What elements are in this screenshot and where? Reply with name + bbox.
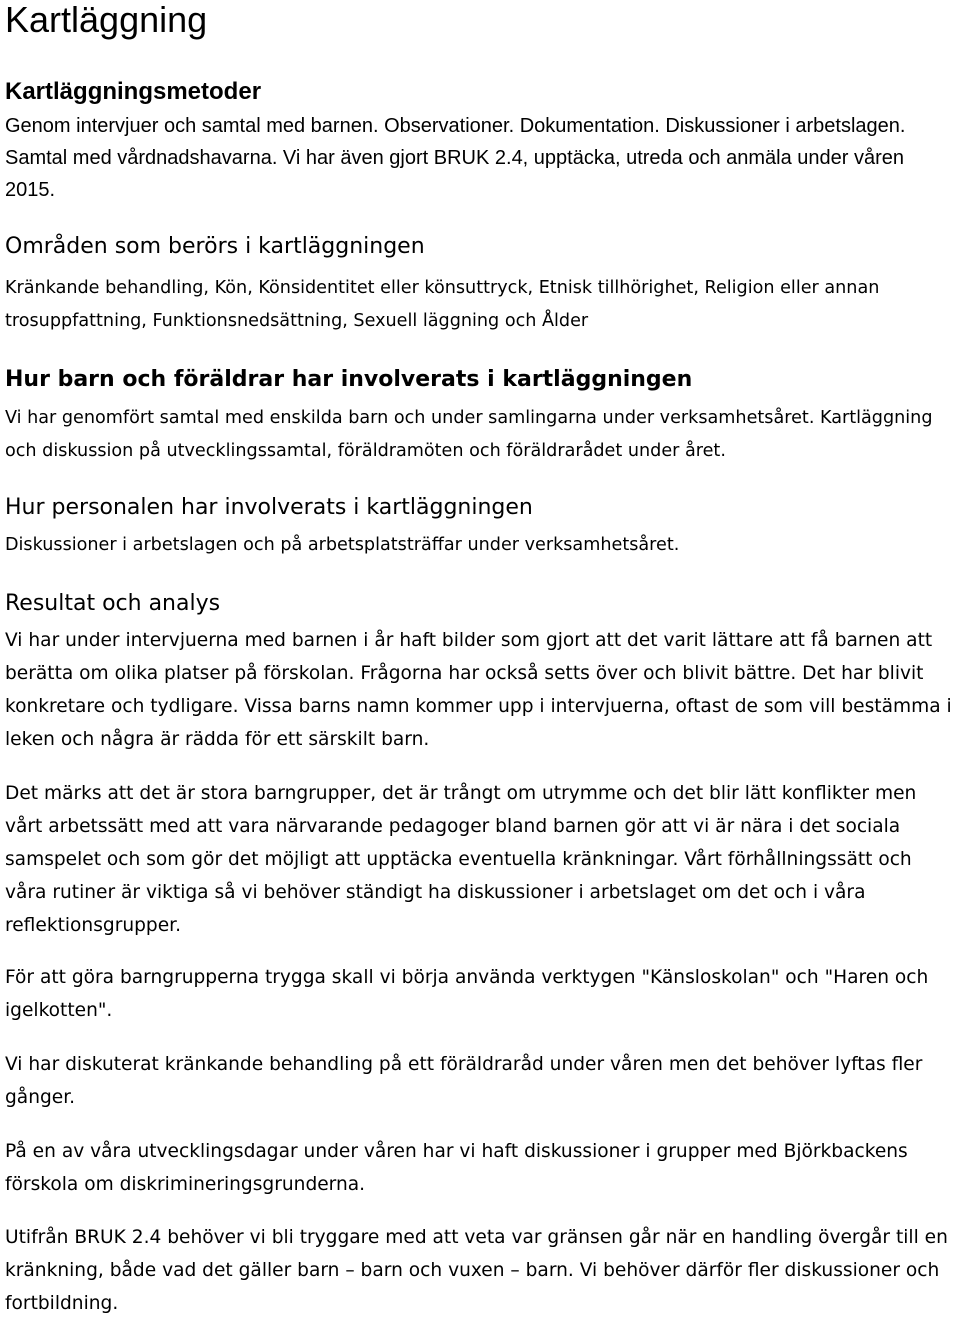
section-paragraph: Diskussioner i arbetslagen och på arbetsplatsträffar under verksamhetsåret. xyxy=(5,535,680,555)
section-heading: Områden som berörs i kartläggningen xyxy=(5,234,425,259)
section-paragraph: Det märks att det är stora barngrupper, det är trångt om utrymme och det blir lätt konflikter men vårt arbetssätt med att vara närvarande pedagoger bland barnen gör att vi är nära i det sociala samspelet och som gör det möjligt att upptäcka eventuella kränkningar. Vårt förhållningssätt och våra rutiner är viktiga så vi behöver ständigt ha diskussioner i arbetslaget om det och i våra reflektionsgrupper. xyxy=(5,783,917,936)
section-heading: Hur barn och föräldrar har involverats i kartläggningen xyxy=(5,367,693,392)
section-heading: Hur personalen har involverats i kartläggningen xyxy=(5,495,533,520)
section-paragraph: Kränkande behandling, Kön, Könsidentitet eller könsuttryck, Etnisk tillhörighet, Religion eller annan trosuppfattning, Funktionsnedsättning, Sexuell läggning och Ålder xyxy=(5,278,880,331)
section-paragraph: Vi har genomfört samtal med enskilda barn och under samlingarna under verksamhetsåret. Kartläggning och diskussion på utvecklingssamtal, föräldramöten och föräldrarådet under året. xyxy=(5,408,933,461)
section-kartlaggningsmetoder xyxy=(5,78,955,206)
section-paragraph: Genom intervjuer och samtal med barnen. Observationer. Dokumentation. Diskussioner i arbetslagen. Samtal med vårdnadshavarna. Vi har även gjort BRUK 2.4, upptäcka, utreda och anmäla under våren 2015. xyxy=(5,115,906,201)
document-page xyxy=(5,0,955,1314)
section-heading: Kartläggningsmetoder xyxy=(5,78,262,105)
document-title: Kartläggning xyxy=(5,0,208,40)
section-paragraph: Utifrån BRUK 2.4 behöver vi bli tryggare med att veta var gränsen går när en handling övergår till en kränkning, både vad det gäller barn – barn och vuxen – barn. Vi behöver därför fler diskussioner och fortbildning. xyxy=(5,1227,948,1314)
section-heading: Resultat och analys xyxy=(5,591,221,616)
section-paragraph: För att göra barngrupperna trygga skall vi börja använda verktygen "Känsloskolan" och "Haren och igelkotten". xyxy=(5,967,929,1021)
section-paragraph: På en av våra utvecklingsdagar under våren har vi haft diskussioner i grupper med Björkbackens förskola om diskrimineringsgrunderna. xyxy=(5,1141,908,1195)
section-paragraph: Vi har diskuterat kränkande behandling på ett föräldraråd under våren men det behöver lyftas fler gånger. xyxy=(5,1054,923,1108)
section-paragraph: Vi har under intervjuerna med barnen i år haft bilder som gjort att det varit lättare att få barnen att berätta om olika platser på förskolan. Frågorna har också setts över och blivit bättre. Det har blivit konkretare och tydligare. Vissa barns namn kommer upp i intervjuerna, oftast de som vill bestämma i leken och några är rädda för ett särskilt barn. xyxy=(5,630,952,750)
